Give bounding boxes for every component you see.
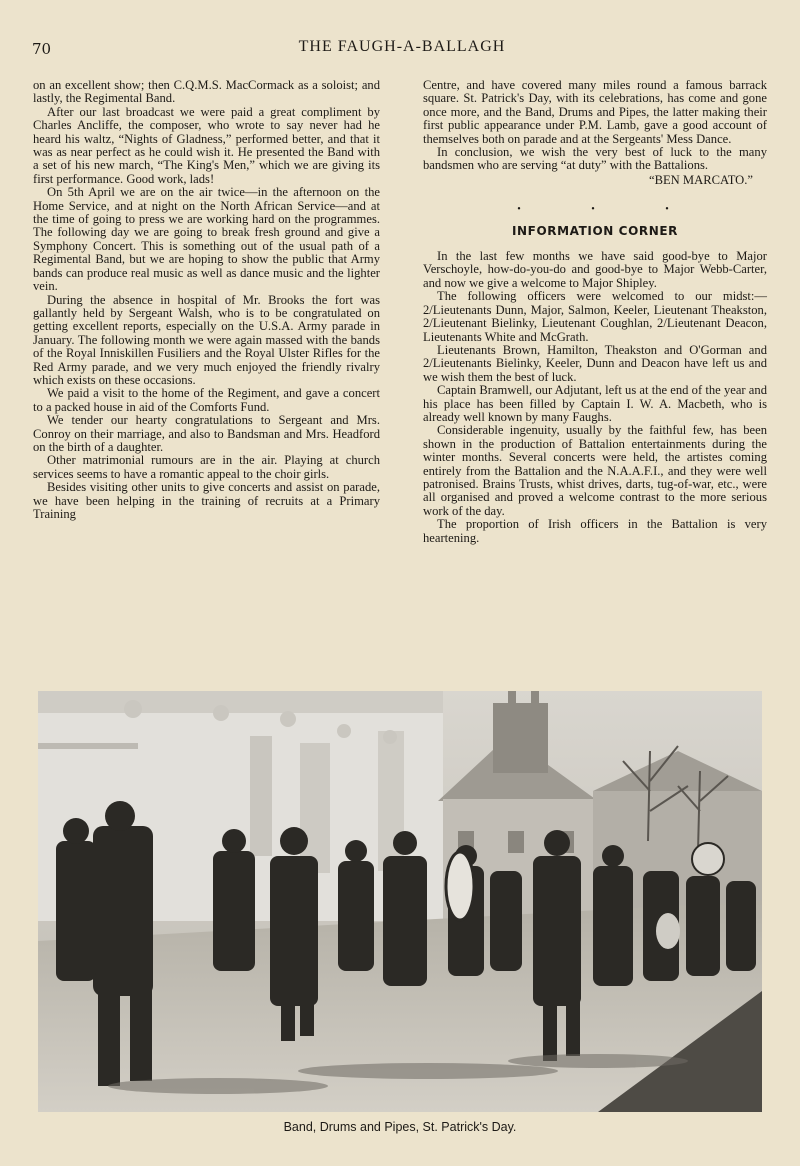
paragraph: The proportion of Irish officers in the Battalion is very heartening. xyxy=(423,517,767,545)
section-heading: INFORMATION CORNER xyxy=(511,223,679,238)
paragraph: In the last few months we have said good-bye to Major Verschoyle, how-do-you-do and good-bye to Major Webb-Carter, and now we give a welcome to Major Shipley. xyxy=(423,249,767,290)
page-header xyxy=(32,38,772,64)
right-column xyxy=(423,79,767,545)
paragraph: Captain Bramwell, our Adjutant, left us at the end of the year and his place has been filled by Captain I. W. A. Macbeth, who is already well known by many Faughs. xyxy=(423,383,767,424)
left-column xyxy=(33,79,380,521)
paragraph: Besides visiting other units to give concerts and assist on parade, we have been helping in the training of recruits at a Primary Training xyxy=(33,480,380,521)
paragraph: The following officers were welcomed to our midst:— 2/Lieutenants Dunn, Major, Salmon, Keeler, Lieutenant Theakston, 2/Lieutenant Bielinky, Lieutenant Coughlan, 2/Lieutenant Deacon, Lieutenants White and McGrath. xyxy=(423,289,767,344)
paragraph: Centre, and have covered many miles round a famous barrack square. St. Patrick's Day, with its celebrations, has come and gone once more, and the Band, Drums and Pipes, the latter making their first public appearance under P.M. Lamb, gave a good account of themselves both on parade and at the Sergeants' Mess Dance. xyxy=(423,78,767,146)
paragraph: We paid a visit to the home of the Regiment, and gave a concert to a packed house in aid of the Comforts Fund. xyxy=(33,386,380,414)
paragraph: Other matrimonial rumours are in the air. Playing at church services seems to have a romantic appeal to the choir girls. xyxy=(33,453,380,481)
paragraph: In conclusion, we wish the very best of luck to the many bandsmen who are serving “at duty” with the Battalions. xyxy=(423,145,767,173)
author-signature: “BEN MARCATO.” xyxy=(648,172,753,187)
parade-photograph xyxy=(38,691,762,1112)
page-number: 70 xyxy=(32,40,52,58)
paragraph: After our last broadcast we were paid a great compliment by Charles Ancliffe, the composer, who wrote to say never had he heard his waltz, “Nights of Gladness,” performed better, and that it was as near perfect as he could wish it. He presented the Band with a set of his new march, “The King's Men,” which we are giving its first performance. Good work, lads! xyxy=(33,104,380,186)
section-separator: • • • xyxy=(517,204,703,216)
paragraph: on an excellent show; then C.Q.M.S. MacCormack as a soloist; and lastly, the Regimental Band. xyxy=(33,78,380,106)
paragraph: Lieutenants Brown, Hamilton, Theakston and O'Gorman and 2/Lieutenants Bielinky, Keeler, Dunn and Deacon have left us and we wish them the best of luck. xyxy=(423,342,767,384)
paragraph: Considerable ingenuity, usually by the faithful few, has been shown in the production of Battalion entertainments during the winter months. Several concerts were held, the artistes coming entirely from the Battalion and the N.A.A.F.I., and they were well patronised. Brains Trusts, whist drives, darts, tug-of-war, etc., were all organised and proved a welcome contrast to the more serious work of the day. xyxy=(423,423,767,518)
magazine-title: THE FAUGH-A-BALLAGH xyxy=(298,38,506,55)
paragraph: During the absence in hospital of Mr. Brooks the fort was gallantly held by Sergeant Walsh, who is to be congratulated on getting excellent reports, especially on the U.S.A. Army parade in January. The following month we were again massed with the bands of the Royal Inniskillen Fusiliers and the Royal Ulster Rifles for the Red Army parade, and we very much enjoyed the friendly rivalry which exists on these occasions. xyxy=(33,292,380,387)
paragraph: We tender our hearty congratulations to Sergeant and Mrs. Conroy on their marriage, and also to Bandsman and Mrs. Headford on the birth of a daughter. xyxy=(33,413,380,454)
paragraph: On 5th April we are on the air twice—in the afternoon on the Home Service, and at night on the North African Service—and at the time of going to press we are working hard on the programmes. The following day we are going to break fresh ground and give a Symphony Concert. This is something out of the usual path of a Regimental Band, but we are hoping to show the public that Army bands can produce real music as well as dance music and the lighter vein. xyxy=(33,185,380,294)
photo-caption: Band, Drums and Pipes, St. Patrick's Day. xyxy=(283,1120,517,1134)
